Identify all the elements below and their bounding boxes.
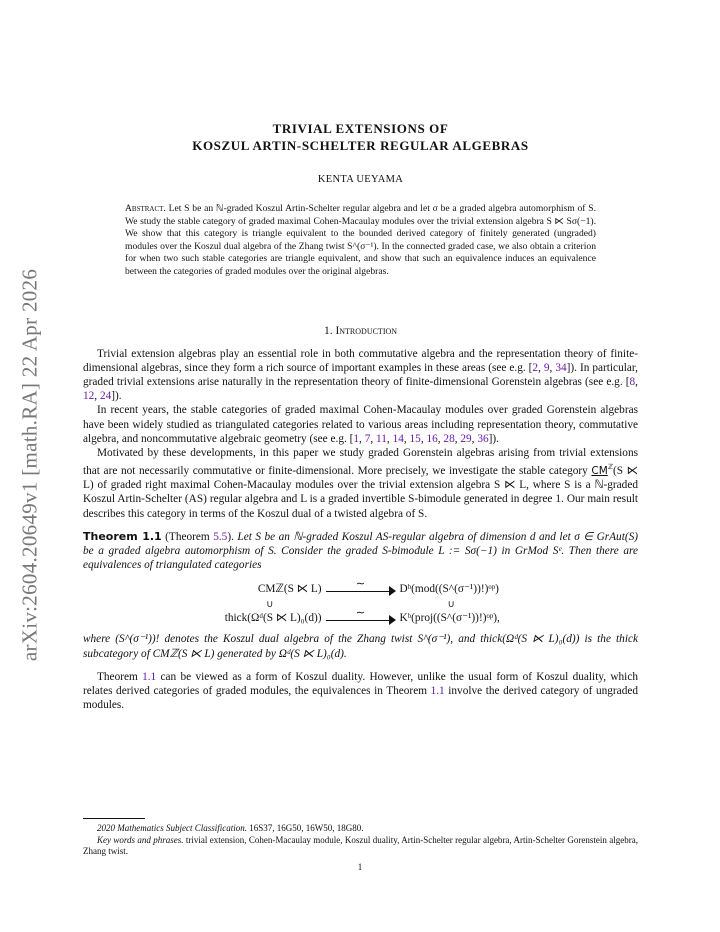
footnote-label: 2020 Mathematics Subject Classification.	[97, 823, 247, 833]
theorem-reference-link[interactable]: 1.1	[430, 684, 445, 697]
footnotes	[83, 818, 638, 858]
theorem-reference-link[interactable]: 1.1	[142, 670, 157, 683]
paragraph-1: Trivial extension algebras play an essential role in both commutative algebra and the representation theory of finite-dimensional algebras, since they form a rich source of important examples in these areas (see e.g. [2, 9, 34]). In particular, graded trivial extensions arise naturally in the representation theory of finite-dimensional Gorenstein algebras (see e.g. [8, 12, 24]).	[83, 347, 638, 403]
diagram-top-right: Dᵇ(mod((S^(σ⁻¹))!)ᵒᵖ)	[399, 583, 499, 596]
page-content	[83, 120, 638, 712]
title-line-1: TRIVIAL EXTENSIONS OF	[272, 121, 449, 136]
theorem-label: Theorem 1.1	[83, 529, 162, 543]
text: ]).	[111, 390, 122, 403]
citation-link[interactable]: 36	[477, 432, 489, 445]
text: ).	[227, 530, 234, 543]
citation-link[interactable]: 8	[629, 375, 636, 388]
text: ]).	[488, 432, 499, 445]
diagram-bottom-right: Kᵇ(proj((S^(σ⁻¹))!)ᵒᵖ),	[399, 612, 500, 625]
citation-link[interactable]: 28	[443, 432, 455, 445]
stable-cm-symbol: CM	[591, 464, 608, 477]
citation-link[interactable]: 7	[364, 432, 371, 445]
arxiv-stamp	[10, 240, 50, 690]
theorem-reference-link[interactable]: 5.5	[213, 530, 228, 543]
theorem-statement: Let S be an ℕ-graded Koszul AS-regular algebra of dimension d and let σ ∈ GrAut(S) be a graded algebra automorphism of S. Consider the graded S-bimodule L := Sσ(−1) in GrMod Sᵉ. Then there are equivalences of triangulated categories	[83, 530, 639, 572]
citation-link[interactable]: 11	[376, 432, 387, 445]
footnote-label: Key words and phrases.	[97, 834, 184, 845]
text: Trivial extension algebras play an essential role in both commutative algebra and the representation theory of finite-dimensional algebras, since they form a rich source of important examples in these areas (see e.g. [	[83, 347, 638, 374]
text: Theorem	[97, 670, 143, 683]
citation-link[interactable]: 1	[353, 432, 360, 445]
section-title: Introduction	[335, 324, 398, 337]
text: (Theorem	[161, 530, 214, 543]
text: In recent years, the stable categories of graded maximal Cohen-Macaulay modules over graded Gorenstein algebras have been widely studied as triangulated categories related to various areas including representation theory, commutative algebra, and noncommutative algebraic geometry (see e.g. [	[83, 404, 638, 445]
citation-link[interactable]: 24	[99, 390, 112, 403]
page-number: 1	[357, 862, 363, 872]
paragraph-3: Motivated by these developments, in this paper we study graded Gorenstein algebras arising from trivial extensions that are not necessarily commutative or finite-dimensional. More precisely, we investigate the stable category $CM^ℤ(S$ ⋉ L) of graded right maximal Cohen-Macaulay modules over the trivial extension algebra S ⋉ L, where S is a ℕ-graded Koszul Artin-Schelter (AS) regular algebra and L is a graded invertible S-bimodule generated in degree 1. Our main result describes this category in terms of the Koszul dual of a twisted algebra of S.	[83, 446, 638, 520]
text: involve the derived category of ungraded modules.	[83, 684, 638, 712]
text: can be viewed as a form of Koszul duality. However, unlike the usual form of Koszul duality, which relates derived categories of graded modules, the equivalences in Theorem	[83, 670, 638, 697]
text: ]). In particular, graded trivial extensions arise naturally in the representation theory of finite-dimensional Gorenstein algebras (see e.g. [	[83, 361, 638, 388]
theorem-1-1	[83, 530, 638, 573]
footnote-text: trivial extension, Cohen-Macaulay module, Koszul duality, Artin-Schelter regular algebra, Artin-Schelter Gorenstein algebra, Zhang twist.	[83, 834, 638, 856]
equivalence-arrow	[326, 606, 396, 626]
equivalence-diagram	[83, 577, 638, 626]
text: Motivated by these developments, in this paper we study graded Gorenstein algebras arising from trivial extensions that are not necessarily commutative or finite-dimensional. More precisely, we investigate the stable category	[83, 446, 638, 477]
citation-link[interactable]: 14	[392, 432, 404, 445]
footnote-msc	[83, 823, 638, 835]
theorem-after-text: where (S^(σ⁻¹))! denotes the Koszul dual algebra of the Zhang twist S^(σ⁻¹), and thick(Ωᵈ(S ⋉ L)₀(d)) is the thick subcategory of CMℤ(S ⋉ L) generated by Ωᵈ(S ⋉ L)₀(d).	[83, 633, 638, 660]
arxiv-identifier: arXiv:2604.20649v1 [math.RA] 22 Apr 2026	[17, 268, 42, 662]
citation-link[interactable]: 9	[543, 361, 550, 374]
diagram-bottom-left: thick(Ωᵈ(S ⋉ L)₀(d))	[224, 612, 322, 625]
text: (S ⋉ L) of graded right maximal Cohen-Macaulay modules over the trivial extension algebra S ⋉ L, where S is a ℕ-graded Koszul Artin-Schelter (AS) regular algebra and L is a graded invertible S-bimodule generated in degree 1. Our main result describes this category in terms of the Koszul dual of a twisted algebra of S.	[83, 464, 638, 520]
author-name: KENTA UEYAMA	[317, 174, 404, 185]
section-heading	[83, 325, 638, 337]
paragraph-2: In recent years, the stable categories of graded maximal Cohen-Macaulay modules over graded Gorenstein algebras have been widely studied as triangulated categories related to various areas including representation theory, commutative algebra, and noncommutative algebraic geometry (see e.g. [1, 7, 11, 14, 15, 16, 28, 29, 36]).	[83, 404, 638, 445]
inclusion-symbol: ∪	[447, 599, 455, 611]
citation-link[interactable]: 29	[460, 432, 472, 445]
citation-link[interactable]: 2	[532, 361, 539, 374]
footnote-text: 16S37, 16G50, 16W50, 18G80.	[247, 823, 364, 833]
citation-link[interactable]: 16	[426, 432, 438, 445]
abstract	[125, 203, 596, 279]
paper-title	[83, 120, 638, 154]
citation-link[interactable]: 15	[409, 432, 421, 445]
citation-link[interactable]: 34	[555, 361, 567, 374]
section-body	[83, 347, 638, 713]
section-number: 1.	[323, 324, 333, 337]
abstract-text: Let S be an ℕ-graded Koszul Artin-Schelter regular algebra and let σ be a graded algebra automorphism of S. We study the stable category of graded maximal Cohen-Macaulay modules over the trivial extension algebra S ⋉ Sσ(−1). We show that this category is triangle equivalent to the bounded derived category of finitely generated (ungraded) modules over the Koszul dual algebra of the Zhang twist S^(σ⁻¹). In the connected graded case, we also obtain a criterion for when two such stable categories are triangle equivalent, and show that such an equivalence induces an equivalence between the categories of graded modules over the original algebras.	[125, 203, 596, 277]
tilde-symbol: ∼	[355, 606, 366, 619]
footnote-rule	[83, 818, 145, 819]
tilde-symbol: ∼	[355, 577, 366, 590]
title-line-2: KOSZUL ARTIN-SCHELTER REGULAR ALGEBRAS	[192, 138, 529, 153]
diagram-top-left: CMℤ(S ⋉ L)	[257, 583, 322, 596]
citation-link[interactable]: 12	[83, 390, 95, 403]
inclusion-symbol: ∪	[266, 599, 274, 611]
equivalence-arrow	[326, 577, 396, 597]
abstract-label: Abstract.	[125, 203, 166, 214]
footnote-keywords	[83, 835, 638, 858]
paragraph-4	[83, 670, 638, 713]
theorem-continuation	[83, 632, 638, 660]
